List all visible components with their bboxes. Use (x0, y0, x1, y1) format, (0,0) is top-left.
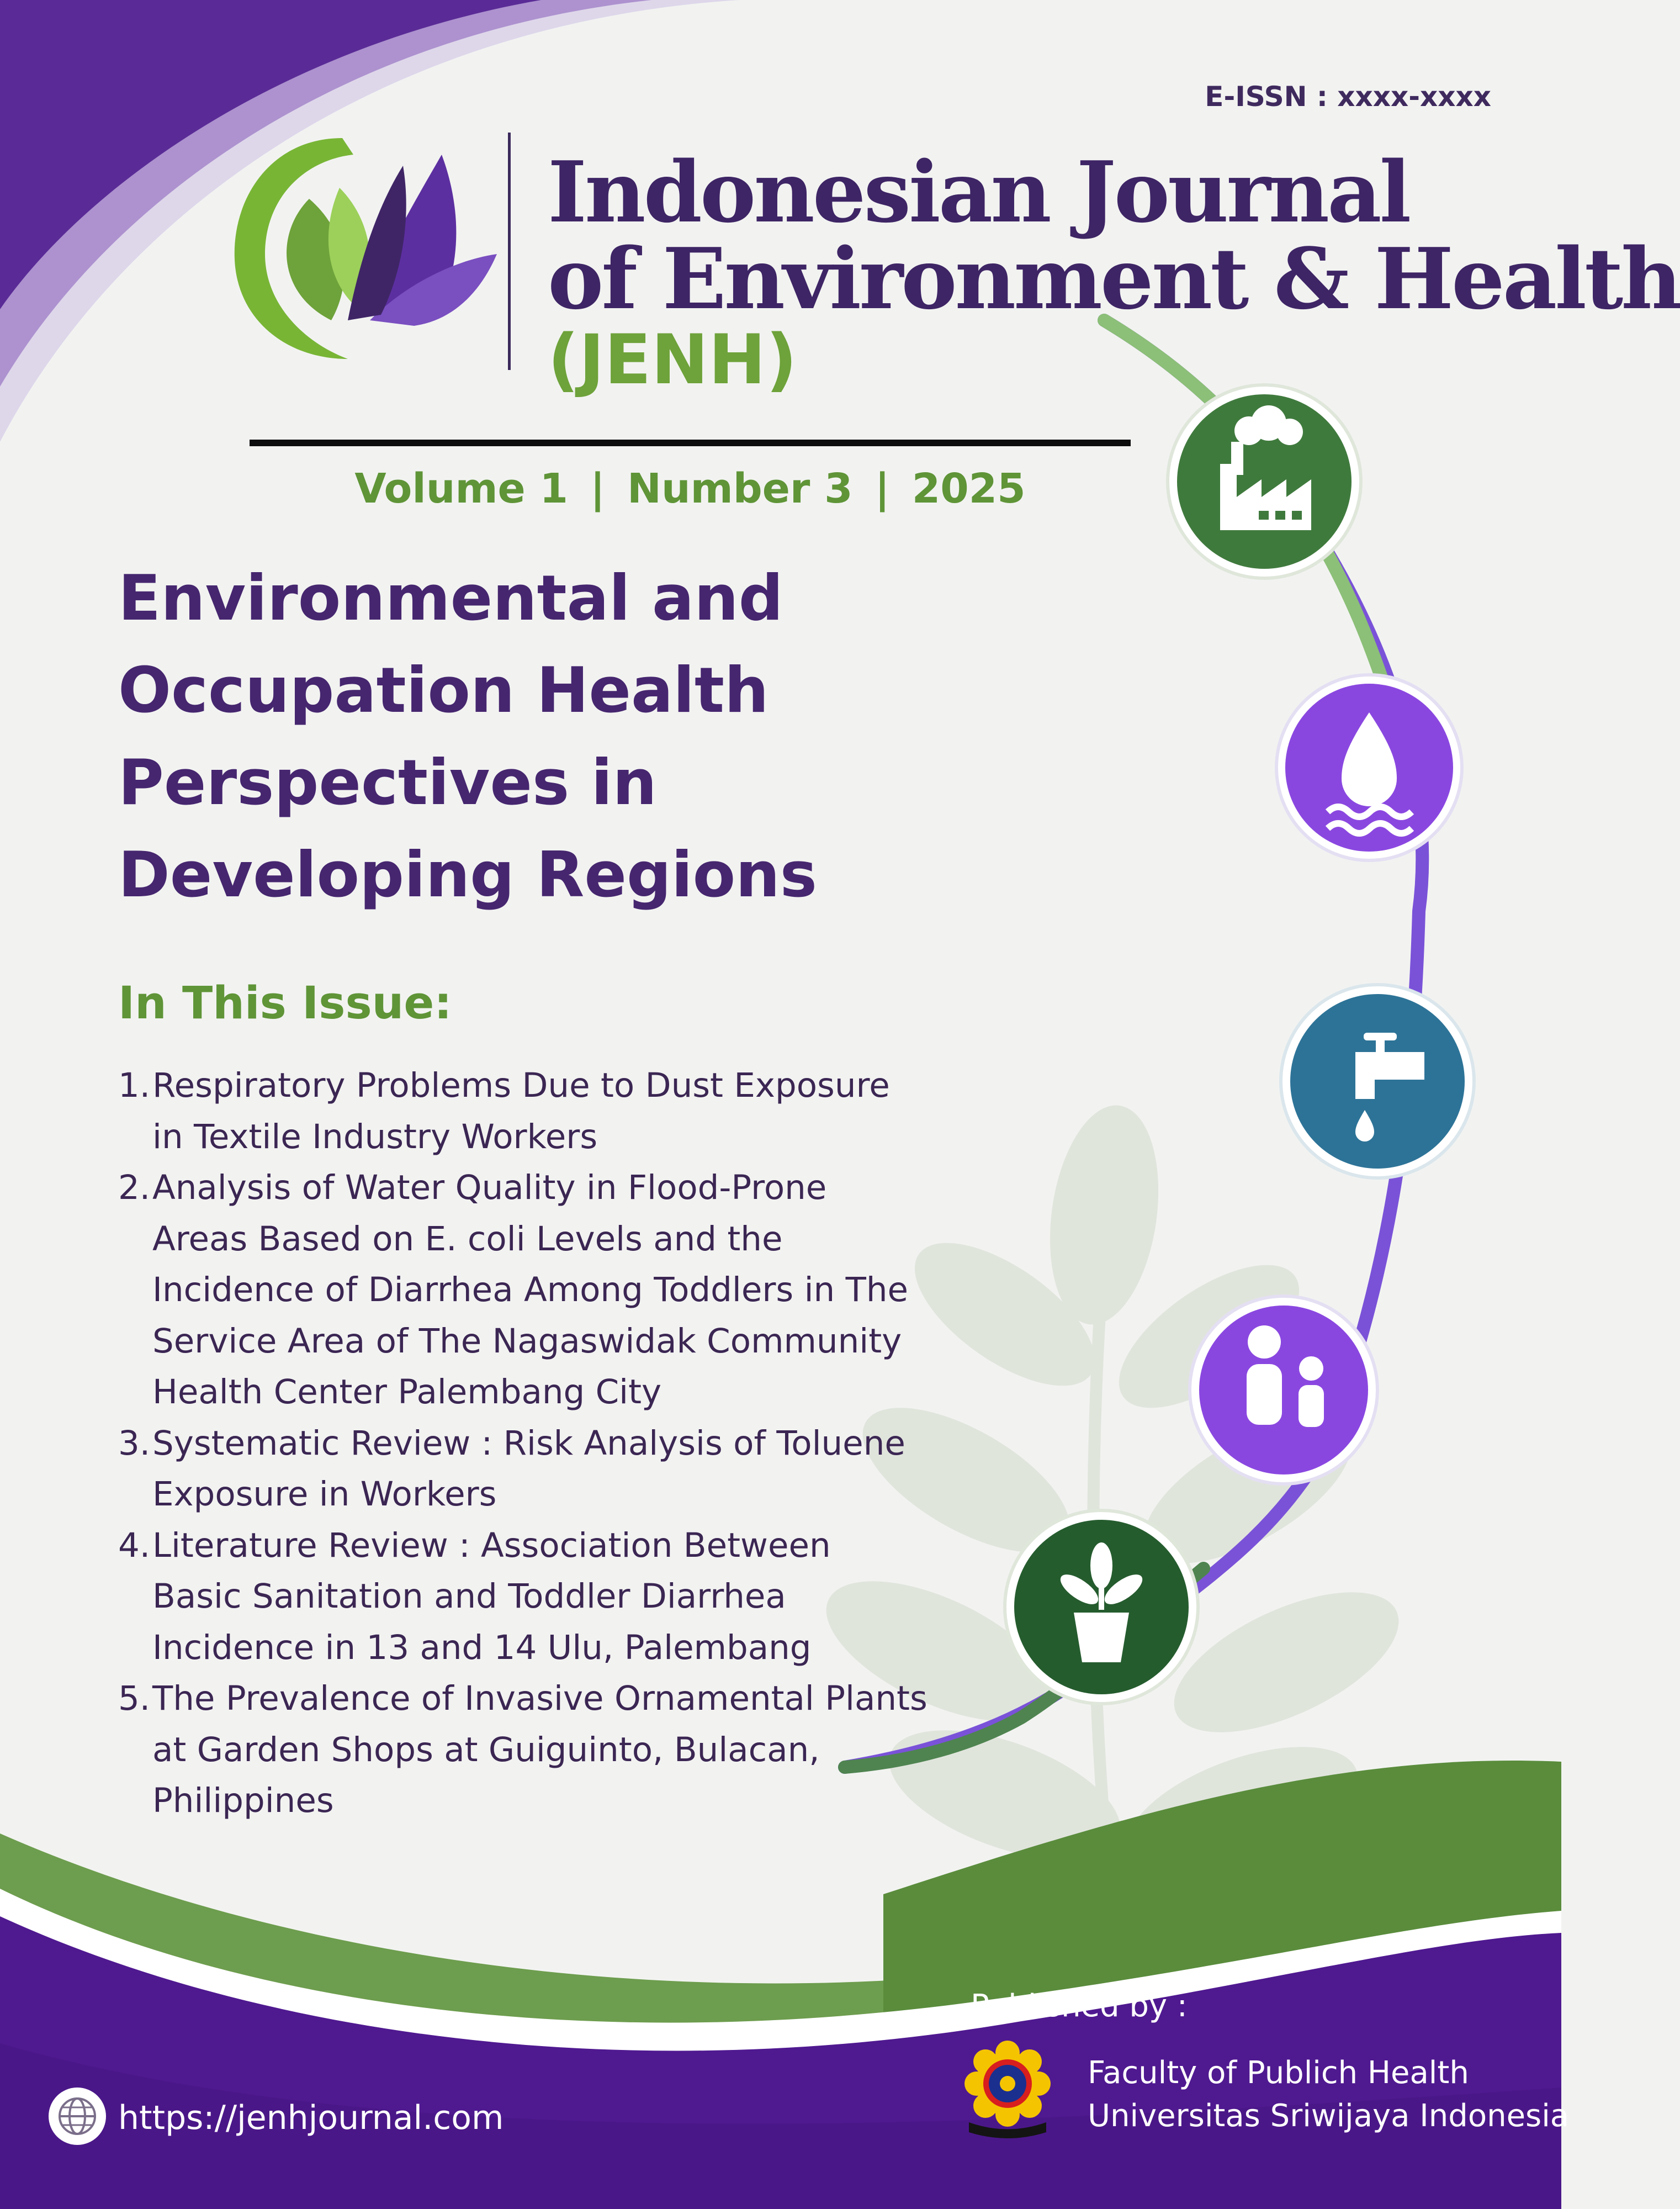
in-this-issue-heading: In This Issue: (118, 977, 452, 1029)
parent-child-icon (1190, 1296, 1377, 1484)
article-number: 3. (118, 1423, 151, 1463)
article-item (118, 1673, 930, 1827)
article-list (118, 1060, 930, 1827)
article-item (118, 1418, 930, 1520)
university-seal-logo (963, 2039, 1052, 2139)
journal-abbreviation: (JENH) (548, 320, 797, 400)
factory-icon (1168, 385, 1361, 578)
journal-logo (221, 121, 508, 381)
journal-title-line-1: Indonesian Journal (548, 142, 1409, 241)
article-title: Respiratory Problems Due to Dust Exposure in Textile Industry Workers (152, 1066, 890, 1156)
number-label: Number 3 (627, 465, 853, 512)
journal-title-line-2: of Environment & Health (548, 229, 1680, 328)
water-tap-icon (1281, 985, 1474, 1178)
issue-info (250, 465, 1131, 512)
publisher-faculty: Faculty of Publich Health (1088, 2055, 1469, 2091)
published-by-label: Published by : (971, 1988, 1188, 2024)
article-number: 1. (118, 1066, 151, 1105)
year-label: 2025 (911, 465, 1026, 512)
article-item (118, 1520, 930, 1674)
globe-icon (49, 2088, 106, 2145)
article-title: The Prevalence of Invasive Ornamental Plants at Garden Shops at Guiguinto, Bulacan, Philippines (152, 1679, 928, 1820)
article-item (118, 1162, 930, 1418)
article-number: 4. (118, 1525, 151, 1565)
journal-title (548, 142, 1680, 328)
header-rule (250, 440, 1131, 446)
issue-main-title: Environmental and Occupation Health Perspectives in Developing Regions (118, 562, 818, 911)
publisher-name (1088, 2052, 1569, 2138)
article-title: Analysis of Water Quality in Flood-Prone Areas Based on E. coli Levels and the Incidence of Diarrhea Among Toddlers in The Service Area of The Nagaswidak Community Health Center Palembang City (152, 1168, 909, 1412)
article-number: 5. (118, 1679, 151, 1718)
volume-label: Volume 1 (354, 465, 568, 512)
logo-divider (508, 133, 511, 370)
article-item (118, 1060, 930, 1162)
issn-label: E-ISSN : xxxx-xxxx (1205, 81, 1491, 113)
water-drop-icon (1276, 675, 1462, 860)
issue-separator: | (875, 465, 890, 512)
article-title: Literature Review : Association Between Basic Sanitation and Toddler Diarrhea Incidence in 13 and 14 Ulu, Palembang (152, 1525, 831, 1667)
publisher-university: Universitas Sriwijaya Indonesia (1088, 2098, 1570, 2134)
issue-separator: | (590, 465, 606, 512)
potted-plant-icon (1005, 1510, 1198, 1704)
website-link[interactable]: https://jenhjournal.com (118, 2099, 504, 2137)
article-number: 2. (118, 1168, 151, 1207)
article-title: Systematic Review : Risk Analysis of Toluene Exposure in Workers (152, 1423, 905, 1514)
